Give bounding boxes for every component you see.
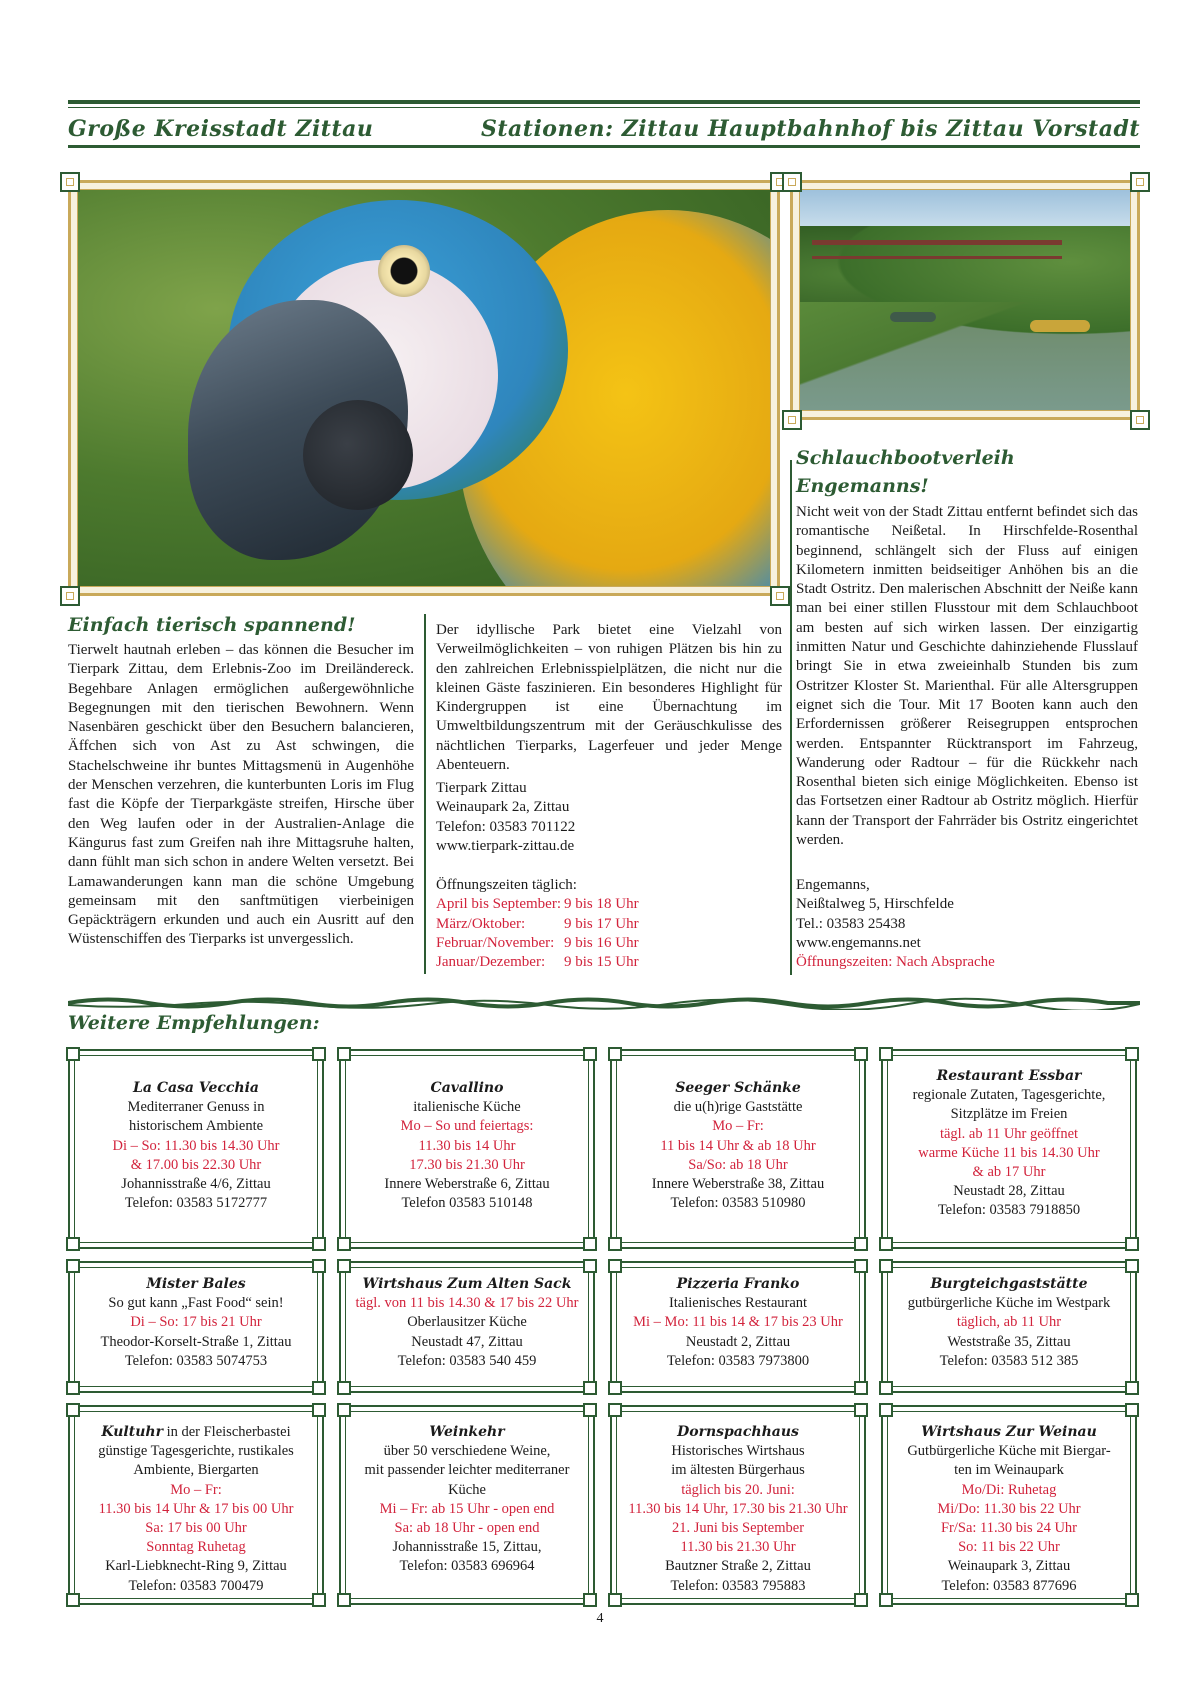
restaurant-detail: Telefon: 03583 877696 [941,1577,1077,1594]
restaurant-name: Wirtshaus Zum Alten Sack [362,1276,572,1292]
river-photo-frame [790,180,1140,420]
restaurant-detail: Weststraße 35, Zittau [947,1333,1071,1350]
restaurant-hours: 11.30 bis 14 Uhr [418,1137,516,1154]
restaurant-detail: Mediterraner Genuss in [127,1099,265,1116]
restaurant-hours: Di – So: 11.30 bis 14.30 Uhr [112,1137,280,1154]
restaurant-detail: Telefon: 03583 7918850 [937,1202,1081,1219]
tierpark-heading: Einfach tierisch spannend! [68,614,356,636]
header-right-title: Stationen: Zittau Hauptbahnhof bis Zittau Vorstadt [480,116,1140,142]
page-number: 4 [596,1611,604,1626]
restaurant-name: La Casa Vecchia [133,1080,259,1096]
restaurant-hours: 11.30 bis 14 Uhr & 17 bis 00 Uhr [98,1500,294,1517]
restaurant-box [610,1261,866,1393]
header-rule-top-thin [68,107,1140,108]
restaurant-detail: Ambiente, Biergarten [133,1462,259,1479]
schlauchboot-hours: Öffnungszeiten: Nach Absprache [796,954,995,971]
recommendations-heading: Weitere Empfehlungen: [68,1012,320,1034]
restaurant-box [68,1261,324,1393]
restaurant-box [610,1405,866,1605]
restaurant-box [339,1405,595,1605]
restaurant-hours: Mo – So und feiertags: [400,1118,534,1135]
restaurant-detail: Telefon: 03583 510980 [670,1195,806,1212]
restaurant-hours: Mi – Mo: 11 bis 14 & 17 bis 23 Uhr [633,1314,843,1331]
restaurant-hours: täglich bis 20. Juni: [681,1481,795,1498]
restaurant-name: Burgteichgaststätte [930,1276,1088,1292]
restaurant-hours: 21. Juni bis September [671,1520,805,1537]
restaurant-detail: Innere Weberstraße 6, Zittau [384,1176,550,1193]
frame-corner [60,586,80,606]
restaurant-hours: So: 11 bis 22 Uhr [958,1539,1060,1556]
schlauchboot-text: Nicht weit von der Stadt Zittau entfernt befindet sich das romantische Neißetal. In Hirschfelde-Rosenthal beginnend, schlängelt sich der Fluss auf einigen Kilometern inmitten beidseitiger Anhöhen bis an die Stadt Ostritz. Den malerischen Abschnitt der Neiße kann man bei einer stillen Flusstour mit dem Schlauchboot am besten auf sich wirken lassen. Der einzigartig inmitten Natur und Geschichte dahinziehende Flusslauf bringt Sie in etwa zweieinhalb Stunden bis zum Ostritzer Kloster St. Marienthal. Für alle Altersgruppen eignet sich die Tour. Mit 17 Booten kann auch den Erfordernissen größerer Reisegruppen entsprochen werden. Entspannter Rücktransport im Fahrzeug, Wanderung oder Radtour – für die Rückkehr nach Rosenthal bieten sich einige Möglichkeiten. Ebenso ist das Fortsetzen einer Radtour ab Ostritz möglich. Hierfür kann der Transport der Fahrräder bis Ostritz eingerichtet werden. [796,504,1138,849]
restaurant-hours: & 17.00 bis 22.30 Uhr [130,1156,262,1173]
restaurant-detail: Telefon 03583 510148 [401,1195,533,1212]
restaurant-detail: gutbürgerliche Küche im Westpark [907,1295,1111,1312]
parrot-photo [77,189,771,587]
restaurant-box [881,1049,1137,1249]
restaurant-hours: Sa/So: ab 18 Uhr [688,1156,788,1173]
tierpark-text-col1: Tierwelt hautnah erleben – das können die Besucher im Tierpark Zittau, dem Erlebnis-Zoo im Dreiländereck. Begehbare Anlagen ermöglichen außergewöhnliche Begegnungen mit den tierischen Bewohnern. Wenn Nasenbären geschickt über den Besuchern balancieren, Äffchen sich von Ast zu Ast schwingen, die Stachelschweine ihr buntes Mittagsmenü in Augenhöhe der Menschen verzehren, die kunterbunten Loris im Flug fast die Köpfe der Tierparkgäste streifen, Hirsche über den Weg laufen oder in der Australien-Anlage die Kängurus fast zum Greifen nah ihre Mittagsruhe halten, dann fühlt man sich schon in andere Welten versetzt. Bei Lamawanderungen kann man die schöne Umgebung gemeinsam mit den sanftmütigen vierbeinigen Gepäckträgern erkunden und auch ein Ausritt auf den Wüstenschiffen des Tierparks ist unvergesslich. [68,642,414,948]
restaurant-hours: 11 bis 14 Uhr & ab 18 Uhr [660,1137,816,1154]
schlauchboot-address: Engemanns, Neißtalweg 5, Hirschfelde Tel.: 03583 25438 www.engemanns.net Öffnungszeiten: Nach Absprache [796,876,995,972]
restaurant-hours: 17.30 bis 21.30 Uhr [409,1156,525,1173]
restaurant-detail: Historisches Wirtshaus [671,1443,805,1460]
restaurant-detail: historischem Ambiente [128,1118,264,1135]
restaurant-hours: Sa: 17 bis 00 Uhr [145,1520,247,1537]
restaurant-name: Restaurant Essbar [936,1068,1082,1084]
restaurant-detail: Innere Weberstraße 38, Zittau [651,1176,825,1193]
restaurant-hours: Sonntag Ruhetag [146,1539,246,1556]
restaurant-detail: Gutbürgerliche Küche mit Biergar- [907,1443,1111,1460]
frame-corner [60,172,80,192]
restaurant-detail: Karl-Liebknecht-Ring 9, Zittau [105,1558,287,1575]
river-photo [799,189,1131,411]
restaurant-name: Weinkehr [429,1424,505,1440]
restaurant-hours: Sa: ab 18 Uhr - open end [394,1520,540,1537]
restaurant-hours: Mo – Fr: [170,1481,222,1498]
frame-corner [1130,410,1150,430]
restaurant-detail: Telefon: 03583 5172777 [124,1195,268,1212]
column-divider [424,614,426,974]
restaurant-hours: Di – So: 17 bis 21 Uhr [130,1314,262,1331]
restaurant-name: Wirtshaus Zur Weinau [921,1424,1097,1440]
restaurant-detail: So gut kann „Fast Food“ sein! [108,1295,284,1312]
restaurant-detail: Telefon: 03583 795883 [670,1577,806,1594]
restaurant-box [881,1405,1137,1605]
header-rule-top [68,100,1140,104]
frame-corner [770,586,790,606]
restaurant-detail: Neustadt 28, Zittau [953,1183,1065,1200]
restaurant-detail: günstige Tagesgerichte, rustikales [98,1443,294,1460]
restaurant-detail: Telefon: 03583 5074753 [124,1352,268,1369]
restaurant-detail: Telefon: 03583 540 459 [397,1352,537,1369]
ornamental-divider [68,996,1140,1010]
restaurant-name: Pizzeria Franko [676,1276,800,1292]
restaurant-detail: regionale Zutaten, Tagesgerichte, [912,1087,1106,1104]
restaurant-hours: Fr/Sa: 11.30 bis 24 Uhr [940,1520,1077,1537]
restaurant-hours: Mo – Fr: [712,1118,764,1135]
tierpark-hours: Öffnungszeiten täglich: April bis September: 9 bis 18 Uhr März/Oktober: 9 bis 17 Uhr Februar/November: 9 bis 16 Uhr Januar/Dezember: 9 bis 15 Uhr [436,877,639,971]
restaurant-detail: über 50 verschiedene Weine, [383,1443,551,1460]
schlauchboot-heading: Schlauchbootverleih Engemanns! [796,447,1015,497]
restaurant-detail: Telefon: 03583 700479 [128,1577,264,1594]
restaurant-name: Kultuhr in der Fleischerbastei [101,1424,291,1440]
restaurant-detail: Bautzner Straße 2, Zittau [665,1558,811,1575]
restaurant-hours: Mi/Do: 11.30 bis 22 Uhr [937,1500,1081,1517]
restaurant-detail: Telefon: 03583 512 385 [939,1352,1079,1369]
restaurant-detail: ten im Weinaupark [954,1462,1064,1479]
frame-corner [782,410,802,430]
frame-corner [1130,172,1150,192]
restaurant-hours: warme Küche 11 bis 14.30 Uhr [918,1144,1100,1161]
header-rule-bottom [68,145,1140,148]
restaurant-detail: italienische Küche [413,1099,521,1116]
restaurant-hours: täglich, ab 11 Uhr [956,1314,1062,1331]
restaurant-detail: Telefon: 03583 7973800 [666,1352,810,1369]
restaurant-hours: tägl. von 11 bis 14.30 & 17 bis 22 Uhr [355,1295,579,1312]
restaurant-detail: Theodor-Korselt-Straße 1, Zittau [100,1333,292,1350]
frame-corner [782,172,802,192]
restaurant-detail: Johannisstraße 4/6, Zittau [121,1176,271,1193]
restaurant-detail: Sitzplätze im Freien [950,1106,1068,1123]
restaurant-hours: 11.30 bis 21.30 Uhr [680,1539,796,1556]
restaurant-box [339,1049,595,1249]
restaurant-detail: Telefon: 03583 696964 [399,1558,535,1575]
restaurant-name: Dornspachhaus [677,1424,799,1440]
parrot-photo-frame [68,180,780,596]
tierpark-text-col2: Der idyllische Park bietet eine Vielzahl von Verweilmöglichkeiten – von ruhigen Plätzen bis hin zu den zahlreichen Erlebnisspielplätzen, die nicht nur die kleinen Gäste faszinieren. Ein besonderes Highlight für Kindergruppen ist eine Übernachtung im Umweltbildungszentrum mit der Geräuschkulisse des nächtlichen Tierparks, Lagerfeuer und jeder Menge Abenteuern. [436,622,782,774]
restaurant-detail: die u(h)rige Gaststätte [673,1099,803,1116]
restaurant-box [68,1049,324,1249]
column-divider [790,460,792,975]
restaurant-hours: & ab 17 Uhr [972,1164,1046,1181]
restaurant-box [339,1261,595,1393]
tierpark-address: Tierpark Zittau Weinaupark 2a, Zittau Telefon: 03583 701122 www.tierpark-zittau.de [436,780,576,854]
restaurant-detail: Neustadt 47, Zittau [411,1333,523,1350]
restaurant-hours: Mi – Fr: ab 15 Uhr - open end [379,1500,555,1517]
restaurant-hours: Mo/Di: Ruhetag [961,1481,1057,1498]
restaurant-box [881,1261,1137,1393]
restaurant-name: Mister Bales [146,1276,246,1292]
restaurant-detail: Johannisstraße 15, Zittau, [392,1539,542,1556]
restaurant-name: Seeger Schänke [675,1080,801,1096]
restaurant-detail: im ältesten Bürgerhaus [671,1462,805,1479]
restaurant-detail: Oberlausitzer Küche [407,1314,527,1331]
restaurant-detail: Italienisches Restaurant [668,1295,808,1312]
restaurant-box [610,1049,866,1249]
restaurant-box [68,1405,324,1605]
restaurant-detail: Neustadt 2, Zittau [685,1333,791,1350]
restaurant-detail: Weinaupark 3, Zittau [947,1558,1071,1575]
header-left-title: Große Kreisstadt Zittau [68,116,374,142]
restaurant-detail: Küche [448,1481,486,1498]
restaurant-name: Cavallino [430,1080,504,1096]
restaurant-hours: 11.30 bis 14 Uhr, 17.30 bis 21.30 Uhr [628,1500,848,1517]
restaurant-detail: mit passender leichter mediterraner [364,1462,570,1479]
restaurant-hours: tägl. ab 11 Uhr geöffnet [939,1125,1079,1142]
